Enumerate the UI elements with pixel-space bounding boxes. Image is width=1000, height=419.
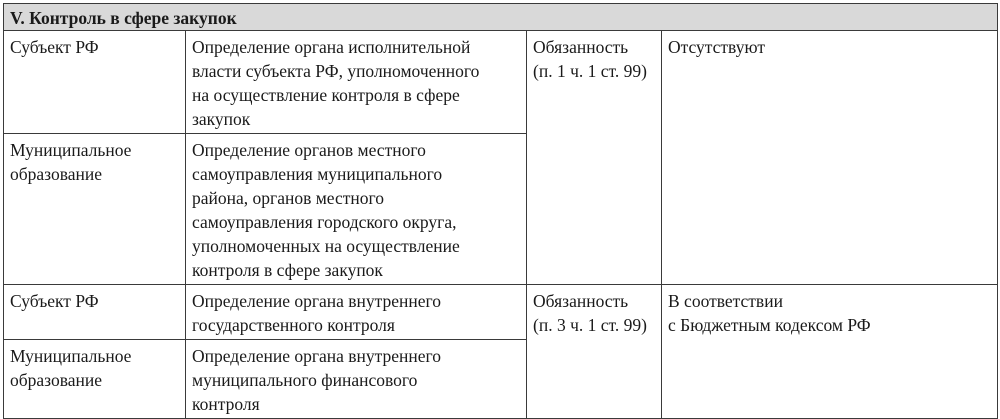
definition-line: государственного контроля [192,315,395,335]
obligation-cell [527,31,662,285]
subject-text: образование [10,164,103,184]
subject-text: образование [10,370,103,390]
definition-line: закупок [192,109,251,129]
note-cell [662,31,998,285]
definition-line: власти субъекта РФ, уполномоченного [192,61,480,81]
definition-line: муниципального финансового [192,370,418,390]
section-header-row [4,4,998,31]
definition-cell [186,340,527,419]
note-cell [662,285,998,419]
subject-cell [4,340,186,419]
definition-line: самоуправления муниципального [192,164,443,184]
section-title: V. Контроль в сфере закупок [4,4,998,31]
definition-cell [186,285,527,340]
procurement-control-table [3,3,998,419]
subject-cell [4,31,186,134]
definition-line: Определение органа внутреннего [192,346,442,366]
subject-text: Субъект РФ [10,291,99,311]
definition-line: контроля [192,394,260,414]
note-line: с Бюджетным кодексом РФ [668,315,871,335]
definition-line: уполномоченных на осуществление [192,236,460,256]
definition-line: района, органов местного [192,188,385,208]
subject-text: Муниципальное [10,140,132,160]
obligation-line: Обязанность [533,37,629,57]
definition-line: самоуправления городского округа, [192,212,457,232]
table-row [4,285,998,340]
subject-cell [4,134,186,285]
definition-line: Определение органа внутреннего [192,291,442,311]
definition-line: на осуществление контроля в сфере [192,85,460,105]
definition-line: Определение органов местного [192,140,426,160]
subject-text: Муниципальное [10,346,132,366]
obligation-line: (п. 1 ч. 1 ст. 99) [533,61,647,81]
obligation-line: Обязанность [533,291,629,311]
obligation-line: (п. 3 ч. 1 ст. 99) [533,315,647,335]
subject-cell [4,285,186,340]
definition-line: контроля в сфере закупок [192,260,383,280]
note-line: В соответствии [668,291,783,311]
table-row [4,31,998,134]
subject-text: Субъект РФ [10,37,99,57]
definition-line: Определение органа исполнительной [192,37,471,57]
definition-cell [186,134,527,285]
obligation-cell [527,285,662,419]
note-line: Отсутствуют [668,37,765,57]
definition-cell [186,31,527,134]
